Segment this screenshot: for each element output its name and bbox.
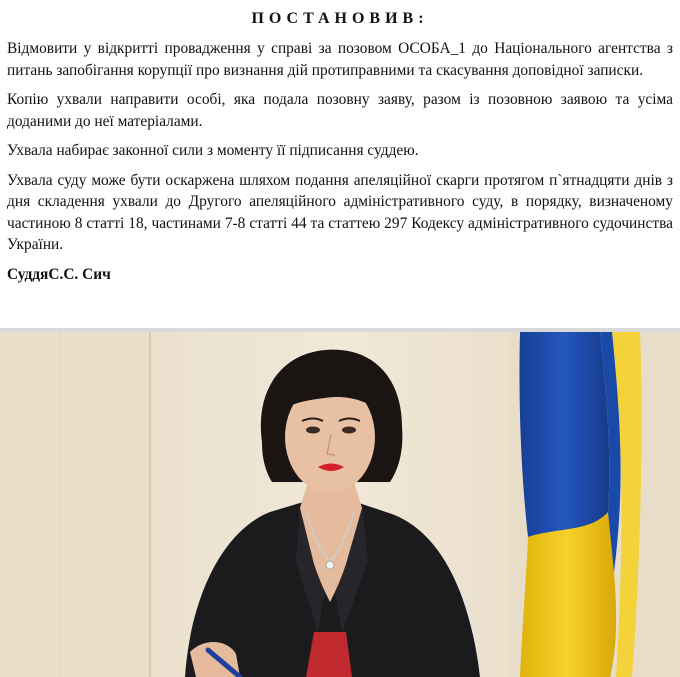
ruling-paragraph-appeal: Ухвала суду може бути оскаржена шляхом подання апеляційної скарги протягом п`ятнадцяти днів з дня складення ухвали до Другого апеляційного адміністративного суду, в порядку, визначеному частиною 8 статті 18, частинами 7-8 статті 44 та статтею 297 Кодексу адміністративного судочинства України. [7, 171, 673, 253]
judge-signature: СуддяС.С. Сич [7, 265, 111, 283]
ruling-paragraph-copy: Копію ухвали направити особі, яка подала позовну заяву, разом із позовною заявою та усіма доданими до неї матеріалами. [7, 91, 673, 130]
portrait-illustration [0, 332, 680, 677]
ruling-paragraph-refusal: Відмовити у відкритті провадження у справі за позовом ОСОБА_1 до Національного агентства з питань запобігання корупції про визнання дій протиправними та скасування доповідної записки. [7, 40, 673, 79]
ruling-heading: ПОСТАНОВИВ: [251, 10, 429, 27]
ruling-paragraph-effect: Ухвала набирає законної сили з моменту її підписання суддею. [7, 142, 419, 159]
flag-yellow-stripe [520, 512, 616, 677]
court-ruling-document [0, 0, 680, 328]
necklace-pendant [326, 561, 334, 569]
red-top [306, 632, 352, 677]
judge-portrait-photo [0, 332, 680, 677]
wall-panel-left [0, 332, 150, 677]
flag-blue-stripe [519, 332, 609, 542]
